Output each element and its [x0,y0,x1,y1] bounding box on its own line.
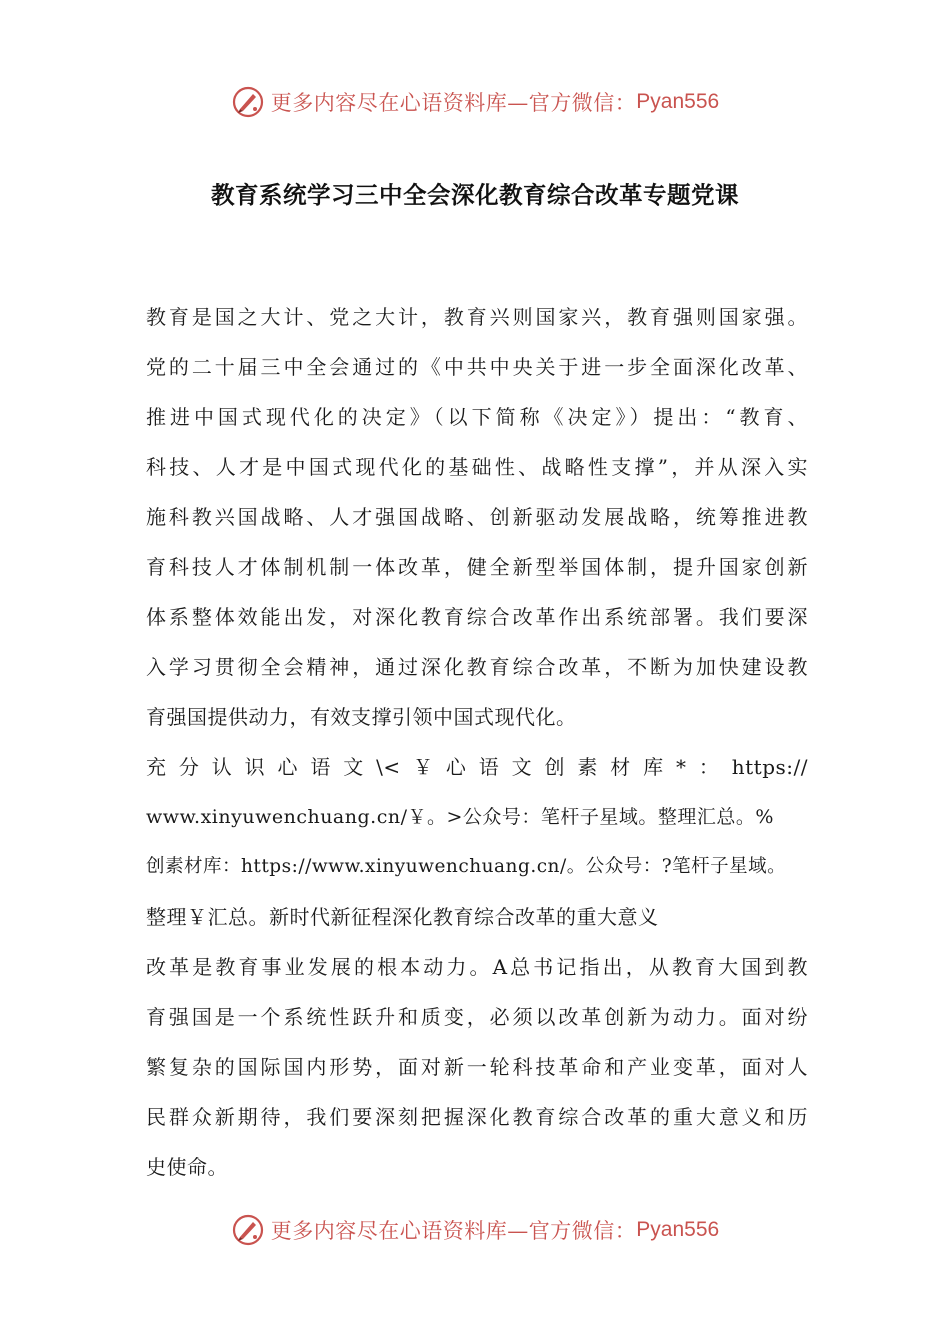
pen-logo-icon [231,1213,265,1247]
paragraph-line: 科技、人才是中国式现代化的基础性、战略性支撑”，并从深入实 [146,455,808,479]
paragraph-line: 施科教兴国战略、人才强国战略、创新驱动发展战略，统筹推进教 [146,505,808,529]
paragraph-line: 改革是教育事业发展的根本动力。A总书记指出，从教育大国到教 [146,955,808,979]
banner-wechat-handle: Pyan556 [636,90,720,113]
paragraph-line: 民群众新期待，我们要深刻把握深化教育综合改革的重大意义和历 [146,1105,808,1129]
paragraph-line: 史使命。 [146,1155,228,1179]
paragraph-line: 充分认识心语文\<￥心语文创素材库*：https:// [146,755,808,779]
banner-text: 更多内容尽在心语资料库—官方微信： [270,1219,637,1243]
paragraph-line: 入学习贯彻全会精神，通过深化教育综合改革，不断为加快建设教 [146,655,808,679]
paragraph-line: 创素材库：https://www.xinyuwenchuang.cn/。公众号：?笔杆子星域。 [146,856,787,877]
banner-text: 更多内容尽在心语资料库—官方微信： [270,91,637,115]
footer-watermark-banner [0,1208,950,1252]
pen-logo-icon [231,85,265,119]
paragraph-line: 体系整体效能出发，对深化教育综合改革作出系统部署。我们要深 [146,605,808,629]
paragraph-line: 党的二十届三中全会通过的《中共中央关于进一步全面深化改革、 [146,355,808,379]
header-watermark-banner [0,80,950,124]
paragraph-line: 推进中国式现代化的决定》（以下简称《决定》）提出：“教育、 [146,405,808,429]
section-heading-line: 整理￥汇总。新时代新征程深化教育综合改革的重大意义 [146,905,659,929]
paragraph-line: 繁复杂的国际国内形势，面对新一轮科技革命和产业变革，面对人 [146,1055,808,1079]
banner-wechat-handle: Pyan556 [636,1218,720,1241]
document-body [146,292,808,1192]
paragraph-line: www.xinyuwenchuang.cn/￥。>公众号：笔杆子星域。整理汇总。% [146,806,774,828]
paragraph-line: 育强国是一个系统性跃升和质变，必须以改革创新为动力。面对纷 [146,1005,808,1029]
paragraph-line: 育强国提供动力，有效支撑引领中国式现代化。 [146,705,577,729]
document-title: 教育系统学习三中全会深化教育综合改革专题党课 [211,181,739,209]
paragraph-line: 育科技人才体制机制一体改革，健全新型举国体制，提升国家创新 [146,555,808,579]
paragraph-line: 教育是国之大计、党之大计，教育兴则国家兴，教育强则国家强。 [146,305,808,329]
